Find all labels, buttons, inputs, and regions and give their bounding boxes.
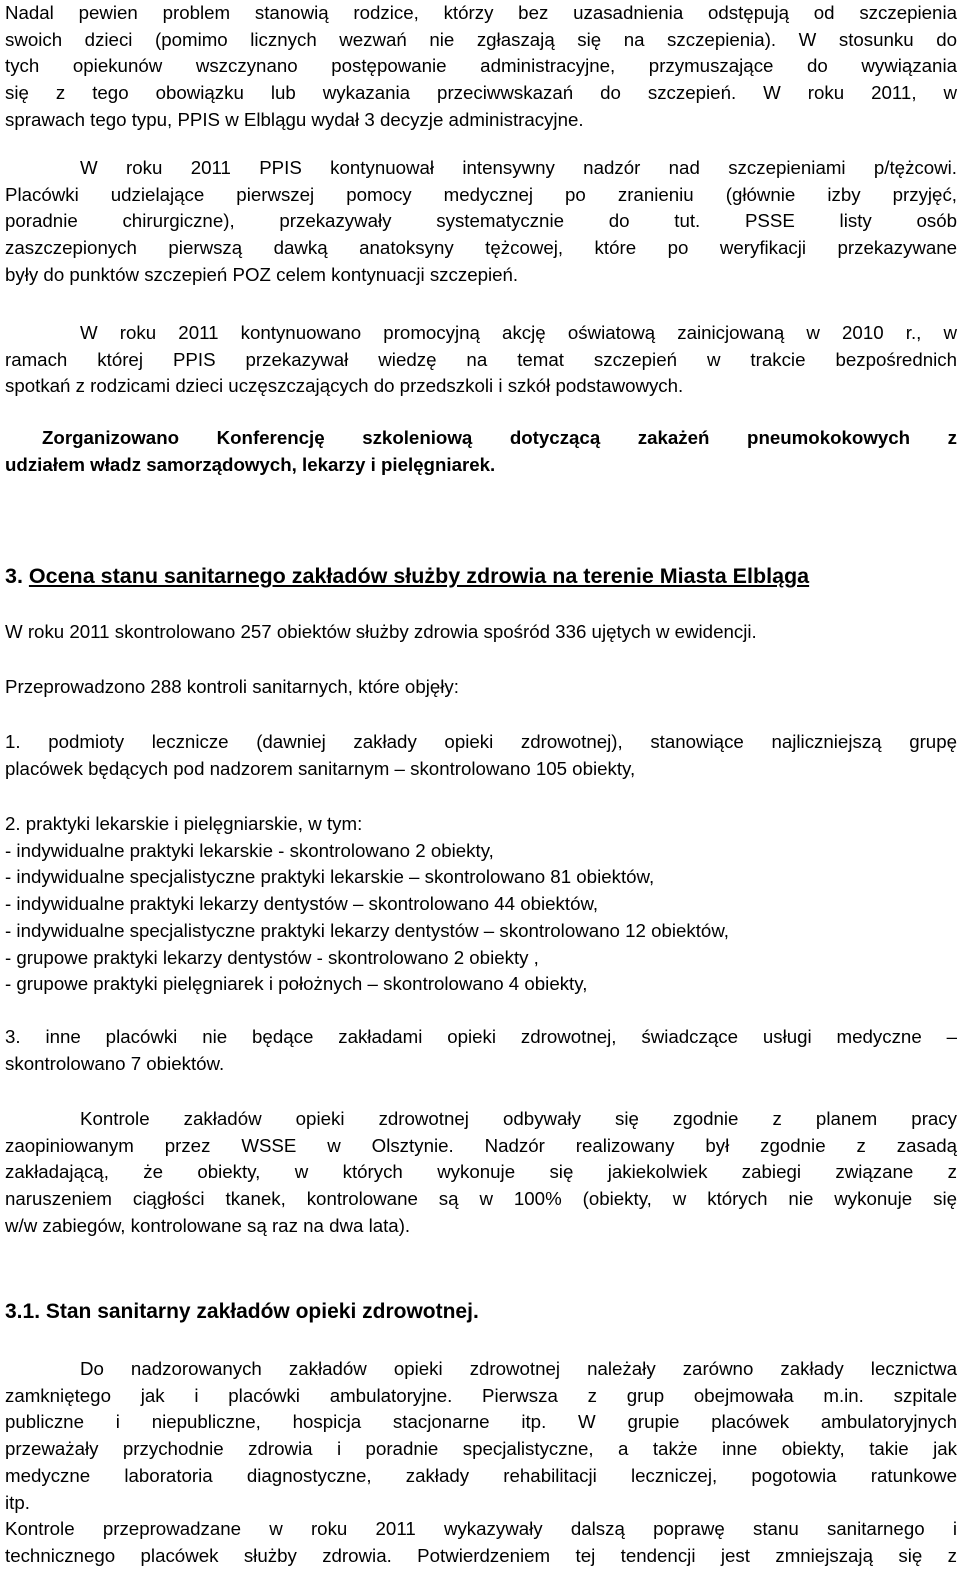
paragraph-promotion-campaign (5, 320, 957, 400)
list-item-3 (5, 1024, 957, 1077)
text-line: zakładającą, że obiekty, w których wykonuje się jakiekolwiek zabiegi związane z (5, 1161, 957, 1183)
section-heading-3-1 (5, 1298, 957, 1326)
text-line: technicznego placówek służby zdrowia. Potwierdzeniem tej tendencji jest zmniejszają się z (5, 1544, 957, 1566)
paragraph-parental-refusal (5, 0, 957, 134)
text-line: publiczne i niepubliczne, hospicja stacjonarne itp. W grupie placówek ambulatoryjnych (5, 1411, 957, 1433)
paragraph-controls-plan (5, 1106, 957, 1240)
text-line: 1. podmioty lecznicze (dawniej zakłady opieki zdrowotnej), stanowiące najliczniejszą grupę (5, 731, 957, 752)
text-line: Kontrole zakładów opieki zdrowotnej odbywały się zgodnie z planem pracy (80, 1108, 957, 1129)
section-number: 3. (5, 564, 23, 588)
text-line: W roku 2011 PPIS kontynuował intensywny nadzór nad szczepieniami p/tężcowi. (80, 157, 957, 178)
text-line: medyczne laboratoria diagnostyczne, zakłady rehabilitacji leczniczej, pogotowia ratunkowe (5, 1464, 957, 1486)
text-line: W roku 2011 kontynuowano promocyjną akcję oświatową zainicjowaną w 2010 r., w (80, 322, 957, 343)
paragraph-tetanus-supervision (5, 155, 957, 289)
text-line: zamkniętego jak i placówki ambulatoryjne. Pierwsza z grup obejmowała m.in. szpitale (5, 1384, 957, 1406)
paragraph-supervised-facilities (5, 1356, 957, 1516)
text-line: 3. inne placówki nie będące zakładami opieki zdrowotnej, świadczące usługi medyczne – (5, 1026, 957, 1047)
text-line: itp. (5, 1491, 30, 1513)
text-line: zaszczepionych pierwszą dawką anatoksyny tężcowej, które po weryfikacji przekazywane (5, 237, 957, 259)
text-line: placówek będących pod nadzorem sanitarnym – skontrolowano 105 obiekty, (5, 757, 636, 779)
paragraph-inspections-total (5, 619, 957, 646)
text-line: W roku 2011 skontrolowano 257 obiektów służby zdrowia spośród 336 ujętych w ewidencji. (5, 621, 757, 642)
text-line: poradnie chirurgiczne), przekazywały systematycznie do tut. PSSE listy osób (5, 210, 957, 232)
text-line: - indywidualne specjalistyczne praktyki lekarskie – skontrolowano 81 obiektów, (5, 866, 655, 888)
text-line: swoich dzieci (pomimo licznych wezwań nie zgłaszają się na szczepienia). W stosunku do (5, 28, 957, 50)
text-line: Przeprowadzono 288 kontroli sanitarnych, które objęły: (5, 676, 459, 697)
text-line: Nadal pewien problem stanowią rodzice, którzy bez uzasadnienia odstępują od szczepienia (5, 2, 957, 23)
text-line: - grupowe praktyki lekarzy dentystów - skontrolowano 2 obiekty , (5, 946, 539, 968)
text-line: zaopiniowanym przez WSSE w Olsztynie. Nadzór realizowany był zgodnie z zasadą (5, 1134, 957, 1156)
text-line: Kontrole przeprowadzane w roku 2011 wykazywały dalszą poprawę stanu sanitarnego i (5, 1518, 957, 1539)
text-line: 2. praktyki lekarskie i pielęgniarskie, w tym: (5, 813, 363, 834)
text-line: Zorganizowano Konferencję szkoleniową dotyczącą zakażeń pneumokokowych z (42, 427, 957, 448)
paragraph-controls-2011 (5, 1516, 957, 1569)
text-line: ramach której PPIS przekazywał wiedzę na temat szczepień w trakcie bezpośrednich (5, 348, 957, 370)
section-title: 3.1. Stan sanitarny zakładów opieki zdrowotnej. (5, 1300, 479, 1323)
text-line: spotkań z rodzicami dzieci uczęszczających do przedszkoli i szkół podstawowych. (5, 375, 684, 397)
text-line: - indywidualne praktyki lekarzy dentystów – skontrolowano 44 obiektów, (5, 893, 599, 915)
text-line: sprawach tego typu, PPIS w Elblągu wydał 3 decyzje administracyjne. (5, 108, 584, 130)
text-line: Do nadzorowanych zakładów opieki zdrowotnej należały zarówno zakłady lecznictwa (80, 1358, 957, 1379)
text-line: się z tego obowiązku lub wykazania przeciwwskazań do szczepień. W roku 2011, w (5, 82, 957, 104)
section-title: Ocena stanu sanitarnego zakładów służby zdrowia na terenie Miasta Elbląga (28, 564, 810, 588)
section-heading-3 (5, 562, 957, 590)
paragraph-conference (5, 425, 957, 478)
list-item-2 (5, 811, 957, 998)
text-line: - grupowe praktyki pielęgniarek i położnych – skontrolowano 4 obiekty, (5, 973, 588, 995)
list-item-1 (5, 729, 957, 782)
text-line: naruszeniem ciągłości tkanek, kontrolowane są w 100% (obiekty, w których nie wykonuje się (5, 1188, 957, 1210)
paragraph-sanitary-controls (5, 674, 957, 701)
text-line: Placówki udzielające pierwszej pomocy medycznej po zranieniu (głównie izby przyjęć, (5, 183, 957, 205)
text-line: skontrolowano 7 obiektów. (5, 1052, 225, 1074)
text-line: udziałem władz samorządowych, lekarzy i pielęgniarek. (5, 453, 496, 475)
text-line: - indywidualne specjalistyczne praktyki lekarzy dentystów – skontrolowano 12 obiektów, (5, 919, 729, 941)
text-line: były do punktów szczepień POZ celem kontynuacji szczepień. (5, 263, 519, 285)
text-line: przeważały przychodnie zdrowia i poradnie specjalistyczne, a także inne obiekty, takie jak (5, 1438, 957, 1460)
text-line: w/w zabiegów, kontrolowane są raz na dwa lata). (5, 1214, 411, 1236)
text-line: - indywidualne praktyki lekarskie - skontrolowano 2 obiekty, (5, 839, 494, 861)
text-line: tych opiekunów wszczynano postępowanie administracyjne, przymuszające do wywiązania (5, 55, 957, 77)
